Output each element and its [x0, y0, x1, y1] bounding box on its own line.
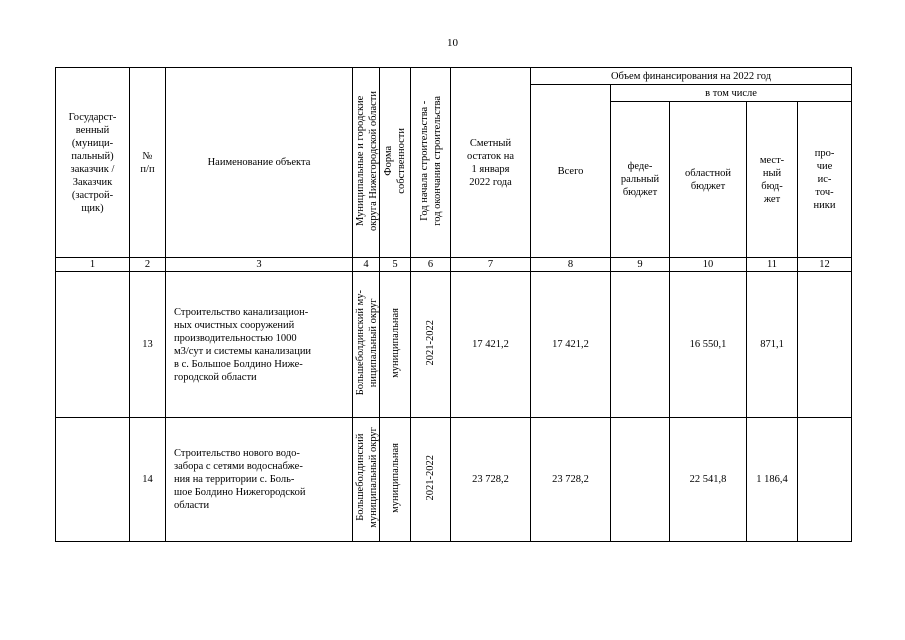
col-num-12: 12: [798, 258, 852, 272]
col-num-10: 10: [670, 258, 747, 272]
row-other: [798, 418, 852, 542]
row-other: [798, 272, 852, 418]
col-num-9: 9: [611, 258, 670, 272]
financing-table: [55, 67, 852, 542]
row-federal: [611, 272, 670, 418]
row-estimate: 23 728,2: [451, 418, 531, 542]
col-num-5: 5: [380, 258, 411, 272]
header-customer: Государст- венный (муници- пальный) заказчик / Заказчик (застрой- щик): [56, 68, 130, 258]
header-estimate: Сметный остаток на 1 января 2022 года: [451, 68, 531, 258]
col-num-11: 11: [747, 258, 798, 272]
header-years: Год начала строительства - год окончания строительства: [411, 68, 451, 258]
row-num: 13: [130, 272, 166, 418]
row-total: 23 728,2: [531, 418, 611, 542]
header-federal: феде- ральный бюджет: [611, 102, 670, 258]
row-customer: [56, 418, 130, 542]
row-object-name: Строительство канализацион- ных очистных сооружений производительностью 1000 м3/сут и системы канализации в с. Большое Болдино Ниже- городской области: [166, 272, 353, 418]
col-num-3: 3: [166, 258, 353, 272]
header-object-name: Наименование объекта: [166, 68, 353, 258]
header-regional: областной бюджет: [670, 102, 747, 258]
col-num-6: 6: [411, 258, 451, 272]
row-district: Большеболдинский му- ниципальный округ: [353, 272, 380, 418]
row-total: 17 421,2: [531, 272, 611, 418]
row-ownership: муниципальная: [380, 272, 411, 418]
table-row: [56, 418, 852, 542]
row-years: 2021-2022: [411, 272, 451, 418]
header-ownership: Форма собственности: [380, 68, 411, 258]
row-district: Большеболдинский муниципальный округ: [353, 418, 380, 542]
col-num-8: 8: [531, 258, 611, 272]
row-regional: 22 541,8: [670, 418, 747, 542]
row-years: 2021-2022: [411, 418, 451, 542]
col-num-1: 1: [56, 258, 130, 272]
col-num-4: 4: [353, 258, 380, 272]
row-federal: [611, 418, 670, 542]
header-total: Всего: [531, 85, 611, 258]
row-object-name: Строительство нового водо- забора с сетями водоснабже- ния на территории с. Боль- шое Болдино Нижегородской области: [166, 418, 353, 542]
row-customer: [56, 272, 130, 418]
row-estimate: 17 421,2: [451, 272, 531, 418]
column-number-row: [56, 258, 852, 272]
header-num: № п/п: [130, 68, 166, 258]
header-other: про- чие ис- точ- ники: [798, 102, 852, 258]
header-district: Муниципальные и городские округа Нижегородской области: [353, 68, 380, 258]
row-regional: 16 550,1: [670, 272, 747, 418]
row-ownership: муниципальная: [380, 418, 411, 542]
row-num: 14: [130, 418, 166, 542]
header-funding-title: Объем финансирования на 2022 год: [531, 68, 852, 85]
col-num-2: 2: [130, 258, 166, 272]
col-num-7: 7: [451, 258, 531, 272]
header-local: мест- ный бюд- жет: [747, 102, 798, 258]
row-local: 1 186,4: [747, 418, 798, 542]
row-local: 871,1: [747, 272, 798, 418]
header-including: в том числе: [611, 85, 852, 102]
table-row: [56, 272, 852, 418]
page-number: 10: [447, 37, 458, 49]
